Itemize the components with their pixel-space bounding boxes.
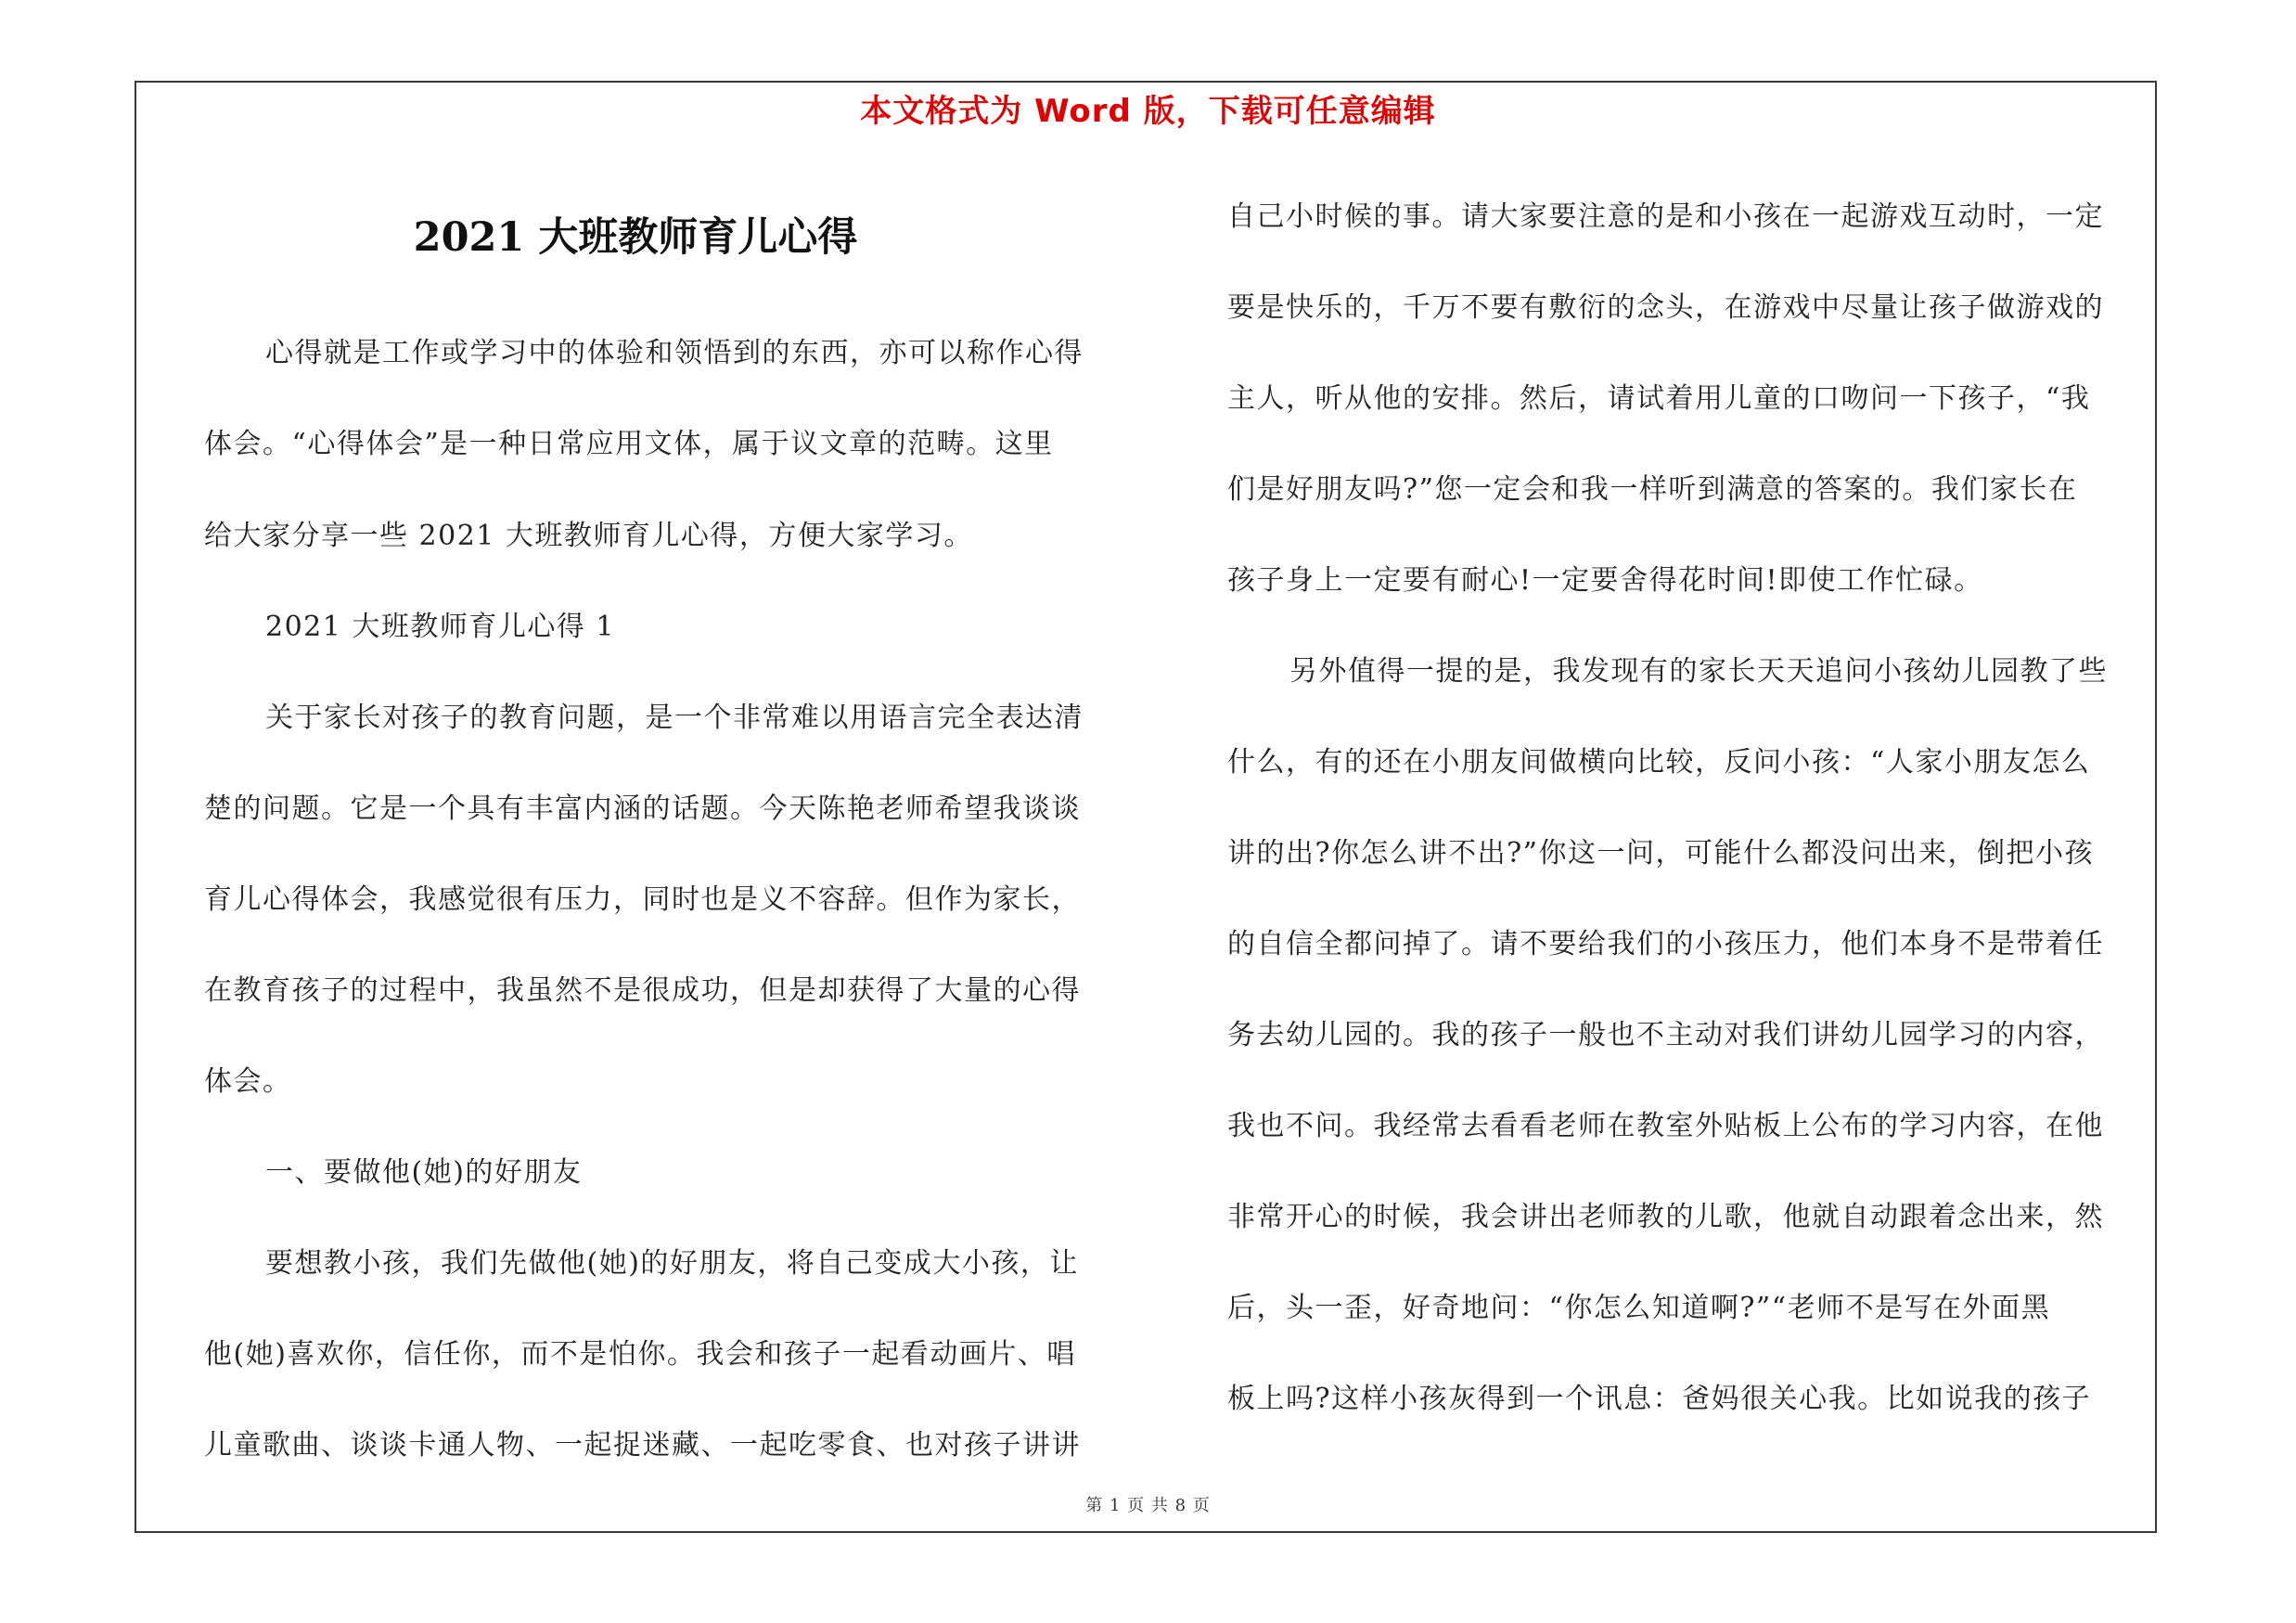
paragraph-line: 要是快乐的，千万不要有敷衍的念头，在游戏中尽量让孩子做游戏的 — [1227, 291, 2104, 324]
paragraph-line: 后，头一歪，好奇地问：“你怎么知道啊?”“老师不是写在外面黑 — [1227, 1292, 2051, 1324]
paragraph-line: 孩子身上一定要有耐心!一定要舍得花时间!即使工作忙碌。 — [1227, 564, 1983, 597]
paragraph-line: 板上吗?这样小孩灰得到一个讯息：爸妈很关心我。比如说我的孩子 — [1227, 1383, 2092, 1415]
paragraph-line: 的自信全都问掉了。请不要给我们的小孩压力，他们本身不是带着任 — [1227, 928, 2104, 960]
paragraph-line: 楚的问题。它是一个具有丰富内涵的话题。今天陈艳老师希望我谈谈 — [204, 792, 1081, 825]
paragraph-line: 关于家长对孩子的教育问题，是一个非常难以用语言完全表达清 — [265, 702, 1084, 734]
page-number: 第 1 页 共 8 页 — [1085, 1496, 1211, 1515]
paragraph-line: 们是好朋友吗?”您一定会和我一样听到满意的答案的。我们家长在 — [1227, 473, 2078, 506]
paragraph-line: 自己小时候的事。请大家要注意的是和小孩在一起游戏互动时，一定 — [1227, 200, 2104, 233]
paragraph-line: 另外值得一提的是，我发现有的家长天天追问小孩幼儿园教了些 — [1289, 655, 2108, 688]
paragraph-line: 非常开心的时候，我会讲出老师教的儿歌，他就自动跟着念出来，然 — [1227, 1201, 2104, 1233]
subsection-heading: 一、要做他(她)的好朋友 — [265, 1156, 583, 1189]
editable-banner: 本文格式为 Word 版，下载可任意编辑 — [860, 93, 1436, 130]
paragraph-line: 我也不问。我经常去看看老师在教室外贴板上公布的学习内容，在他 — [1227, 1110, 2104, 1142]
paragraph-line: 体会。 — [204, 1065, 292, 1098]
paragraph-line: 心得就是工作或学习中的体验和领悟到的东西，亦可以称作心得 — [265, 337, 1084, 369]
paragraph-line: 体会。“心得体会”是一种日常应用文体，属于议文章的范畴。这里 — [204, 428, 1054, 460]
paragraph-line: 给大家分享一些 2021 大班教师育儿心得，方便大家学习。 — [204, 520, 973, 552]
paragraph-line: 育儿心得体会，我感觉很有压力，同时也是义不容辞。但作为家长， — [204, 883, 1081, 916]
paragraph-line: 要想教小孩，我们先做他(她)的好朋友，将自己变成大小孩，让 — [265, 1247, 1079, 1280]
section-heading: 2021 大班教师育儿心得 1 — [265, 611, 616, 643]
paragraph-line: 他(她)喜欢你，信任你，而不是怕你。我会和孩子一起看动画片、唱 — [204, 1338, 1076, 1371]
paragraph-line: 在教育孩子的过程中，我虽然不是很成功，但是却获得了大量的心得 — [204, 974, 1081, 1007]
paragraph-line: 务去幼儿园的。我的孩子一般也不主动对我们讲幼儿园学习的内容， — [1227, 1019, 2104, 1051]
paragraph-line: 儿童歌曲、谈谈卡通人物、一起捉迷藏、一起吃零食、也对孩子讲讲 — [204, 1429, 1081, 1462]
paragraph-line: 主人，听从他的安排。然后，请试着用儿童的口吻问一下孩子，“我 — [1227, 382, 2091, 415]
paragraph-line: 讲的出?你怎么讲不出?”你这一问，可能什么都没问出来，倒把小孩 — [1227, 837, 2095, 869]
document-title: 2021 大班教师育儿心得 — [413, 214, 858, 261]
paragraph-line: 什么，有的还在小朋友间做横向比较，反问小孩：“人家小朋友怎么 — [1227, 746, 2091, 779]
